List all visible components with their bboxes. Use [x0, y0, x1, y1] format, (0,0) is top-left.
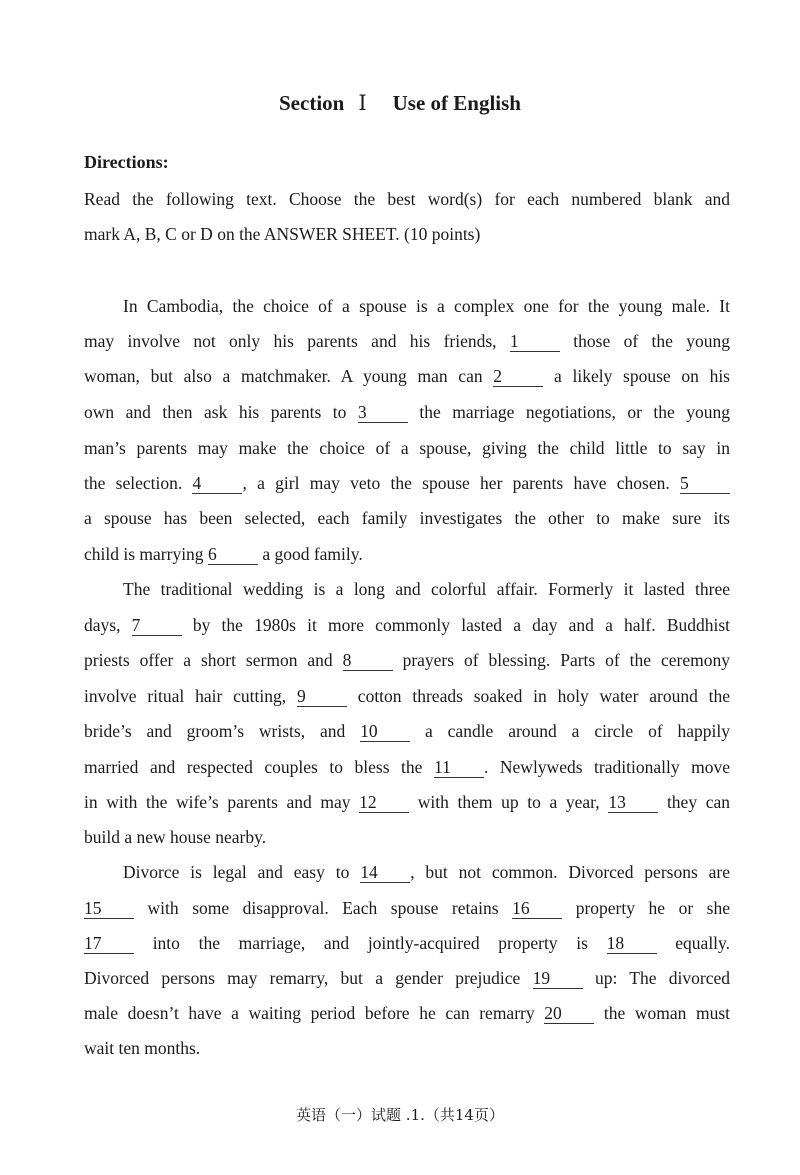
section-numeral: Ⅰ [358, 91, 367, 115]
blank-15: 15 [84, 898, 134, 919]
text: the marriage negotiations, or the young [419, 402, 731, 422]
passage-line [84, 896, 730, 920]
text: with them up to a year, [417, 792, 600, 812]
blank-12: 12 [359, 792, 409, 813]
text: up: The divorced [594, 968, 731, 988]
passage-line [84, 648, 730, 672]
passage-line: man’s parents may make the choice of a spouse, giving the child little to say in [84, 438, 730, 458]
passage-line [84, 471, 730, 495]
blank-11: 11 [434, 757, 484, 778]
passage-line [84, 966, 730, 990]
passage-line [84, 755, 730, 779]
passage-line [84, 719, 730, 743]
text: child is marrying [84, 544, 204, 564]
text: cotton threads soaked in holy water around the [357, 686, 731, 706]
text: male doesn’t have a waiting period before he can remarry [84, 1003, 535, 1023]
text: a candle around a circle of happily [425, 721, 731, 741]
directions-heading: Directions: [84, 152, 169, 172]
blank-17: 17 [84, 933, 134, 954]
text: the selection. [84, 473, 183, 493]
passage-line: In Cambodia, the choice of a spouse is a complex one for the young male. It [123, 296, 730, 316]
blank-4: 4 [192, 473, 242, 494]
blank-20: 20 [544, 1003, 594, 1024]
text: those of the young [573, 331, 730, 351]
blank-1: 1 [510, 331, 560, 352]
blank-3: 3 [358, 402, 408, 423]
text: property he or she [575, 898, 731, 918]
blank-19: 19 [533, 968, 583, 989]
section-name: Use of English [392, 91, 521, 115]
text: they can [666, 792, 730, 812]
section-word: Section [279, 91, 345, 115]
text: bride’s and groom’s wrists, and [84, 721, 346, 741]
text: . Newlyweds traditionally move [483, 757, 731, 777]
blank-7: 7 [132, 615, 182, 636]
directions-line-1: Read the following text. Choose the best word(s) for each numbered blank and [84, 189, 730, 209]
text: equally. [675, 933, 731, 953]
passage-line [84, 1001, 730, 1025]
passage-line: The traditional wedding is a long and colorful affair. Formerly it lasted three [123, 579, 730, 599]
page-footer: 英语（一）试题 .1.（共14页） [296, 1106, 504, 1124]
text: priests offer a short sermon and [84, 650, 333, 670]
blank-16: 16 [512, 898, 562, 919]
text: married and respected couples to bless the [84, 757, 423, 777]
directions-line-2: mark A, B, C or D on the ANSWER SHEET. (10 points) [84, 224, 481, 244]
blank-18: 18 [607, 933, 657, 954]
passage-line: wait ten months. [84, 1038, 201, 1058]
passage-line [84, 613, 730, 637]
text: Divorce is legal and easy to [123, 862, 350, 882]
passage-line [84, 364, 730, 388]
passage-line [84, 400, 730, 424]
text: prayers of blessing. Parts of the ceremony [402, 650, 731, 670]
blank-5: 5 [680, 473, 730, 494]
passage-line: build a new house nearby. [84, 827, 267, 847]
text: days, [84, 615, 121, 635]
blank-14: 14 [360, 862, 410, 883]
text: a good family. [262, 544, 363, 564]
blank-6: 6 [208, 544, 258, 565]
text: with some disapproval. Each spouse retains [147, 898, 499, 918]
text: may involve not only his parents and his friends, [84, 331, 497, 351]
passage-line [123, 860, 730, 884]
blank-13: 13 [608, 792, 658, 813]
text: by the 1980s it more commonly lasted a day and a half. Buddhist [192, 615, 731, 635]
blank-10: 10 [360, 721, 410, 742]
text: Divorced persons may remarry, but a gender prejudice [84, 968, 521, 988]
text: involve ritual hair cutting, [84, 686, 287, 706]
text: , a girl may veto the spouse her parents have chosen. [242, 473, 670, 493]
text: woman, but also a matchmaker. A young man can [84, 366, 483, 386]
passage-line: a spouse has been selected, each family investigates the other to make sure its [84, 508, 730, 528]
text: , but not common. Divorced persons are [410, 862, 730, 882]
passage-line [84, 931, 730, 955]
passage-line [84, 329, 730, 353]
text: a likely spouse on his [554, 366, 730, 386]
text: into the marriage, and jointly-acquired property is [152, 933, 588, 953]
passage-line [84, 790, 730, 814]
passage-line [84, 542, 730, 566]
blank-2: 2 [493, 366, 543, 387]
text: own and then ask his parents to [84, 402, 347, 422]
passage-line [84, 684, 730, 708]
section-title [0, 91, 800, 116]
text: in with the wife’s parents and may [84, 792, 351, 812]
blank-9: 9 [297, 686, 347, 707]
text: the woman must [603, 1003, 731, 1023]
blank-8: 8 [343, 650, 393, 671]
